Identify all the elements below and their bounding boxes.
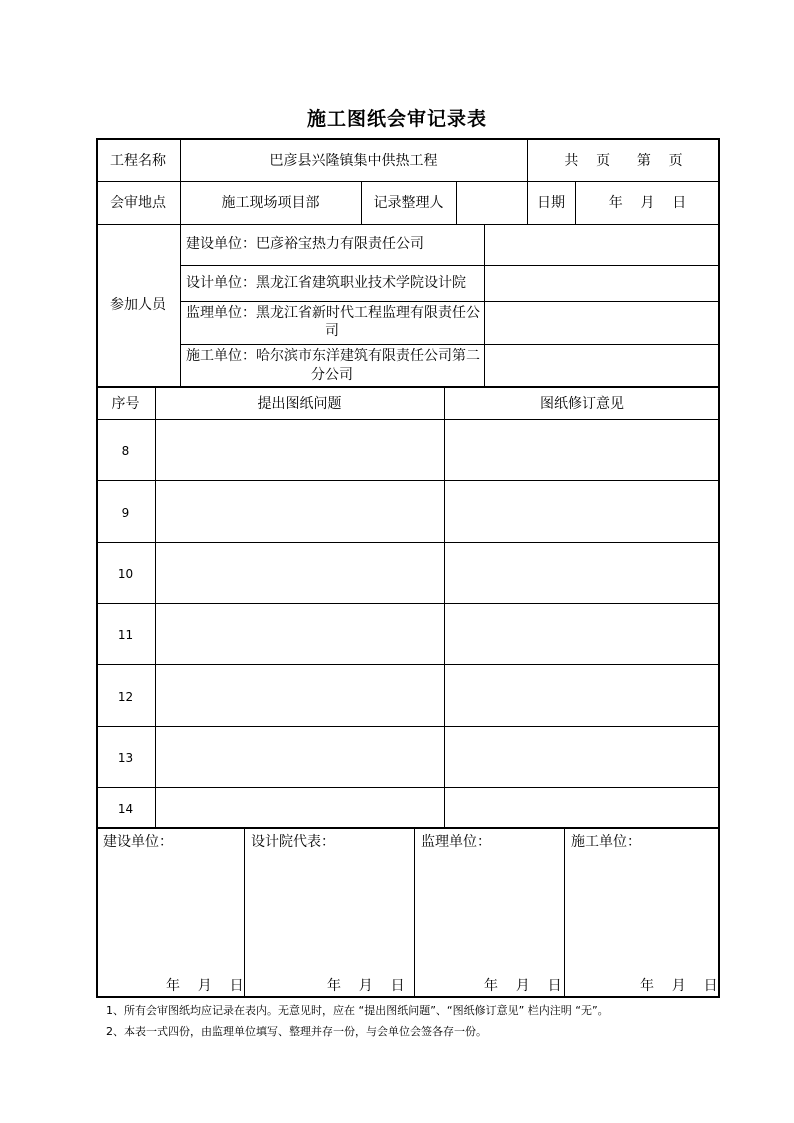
rule-row-12: [96, 726, 720, 727]
project-name-label: 工程名称: [110, 153, 166, 169]
participant-contractor: 施工单位：哈尔滨市东洋建筑有限责任公司第二: [186, 348, 480, 364]
rule-header-row1: [96, 181, 720, 182]
rule-participant-2: [180, 301, 720, 302]
col-rule-sign-1: [244, 827, 245, 998]
sign-contractor-date: 年 月 日: [640, 978, 718, 994]
participant-supervisor-cont: 司: [325, 323, 339, 339]
footnote-2: 2、本表一式四份，由监理单位填写、整理并存一份，与会单位会签各存一份。: [106, 1025, 487, 1038]
col-header-seq: 序号: [111, 396, 140, 412]
table-row-seq: 10: [117, 567, 134, 581]
table-row-seq: 8: [121, 444, 130, 458]
table-row-seq: 14: [117, 802, 134, 816]
review-place-label: 会审地点: [110, 195, 166, 211]
rule-participant-1: [180, 265, 720, 266]
recorder-label: 记录整理人: [373, 195, 444, 211]
col-rule-sign-3: [564, 827, 565, 998]
sign-designer-label: 设计院代表：: [251, 834, 335, 850]
rule-table-end: [96, 827, 720, 829]
rule-participants-end: [96, 386, 720, 388]
rule-row-8: [96, 480, 720, 481]
participant-supervisor: 监理单位：黑龙江省新时代工程监理有限责任公: [186, 305, 480, 321]
col-header-revision: 图纸修订意见: [540, 396, 624, 412]
date-value: 年 月 日: [608, 195, 687, 211]
page-info: 共 页 第 页: [564, 153, 683, 169]
participant-contractor-cont: 分公司: [311, 367, 353, 383]
review-record-form: [96, 138, 720, 998]
participants-label: 参加人员: [110, 297, 166, 313]
col-rule-participant-value: [484, 224, 485, 386]
sign-designer-date: 年 月 日: [327, 978, 405, 994]
sign-contractor-label: 施工单位：: [571, 834, 641, 850]
col-header-issue: 提出图纸问题: [257, 396, 342, 412]
project-name-value: 巴彦县兴隆镇集中供热工程: [269, 153, 438, 169]
participant-designer: 设计单位：黑龙江省建筑职业技术学院设计院: [186, 275, 466, 291]
col-rule-issue: [444, 386, 445, 827]
rule-row-11: [96, 664, 720, 665]
col-rule-label: [180, 138, 181, 386]
col-rule-recorder-value: [456, 181, 457, 224]
rule-header-row2: [96, 224, 720, 225]
table-row-seq: 9: [121, 506, 130, 520]
review-place-value: 施工现场项目部: [221, 195, 320, 211]
rule-row-13: [96, 787, 720, 788]
table-row-seq: 13: [117, 751, 134, 765]
rule-table-header: [96, 419, 720, 420]
document-title: 施工图纸会审记录表: [306, 108, 487, 130]
rule-row-10: [96, 603, 720, 604]
sign-supervisor-date: 年 月 日: [484, 978, 562, 994]
sign-owner-date: 年 月 日: [166, 978, 244, 994]
col-rule-sign-2: [414, 827, 415, 998]
rule-row-9: [96, 542, 720, 543]
sign-supervisor-label: 监理单位：: [421, 834, 491, 850]
col-rule-seq: [155, 386, 156, 827]
footnote-1: 1、所有会审图纸均应记录在表内。无意见时，应在 “提出图纸问题”、“图纸修订意见” 栏内注明 “无”。: [106, 1004, 609, 1017]
table-row-seq: 12: [117, 690, 134, 704]
table-row-seq: 11: [117, 628, 134, 642]
rule-participant-3: [180, 344, 720, 345]
date-label: 日期: [537, 195, 565, 211]
participant-owner: 建设单位：巴彦裕宝热力有限责任公司: [186, 236, 424, 252]
sign-owner-label: 建设单位：: [103, 834, 173, 850]
